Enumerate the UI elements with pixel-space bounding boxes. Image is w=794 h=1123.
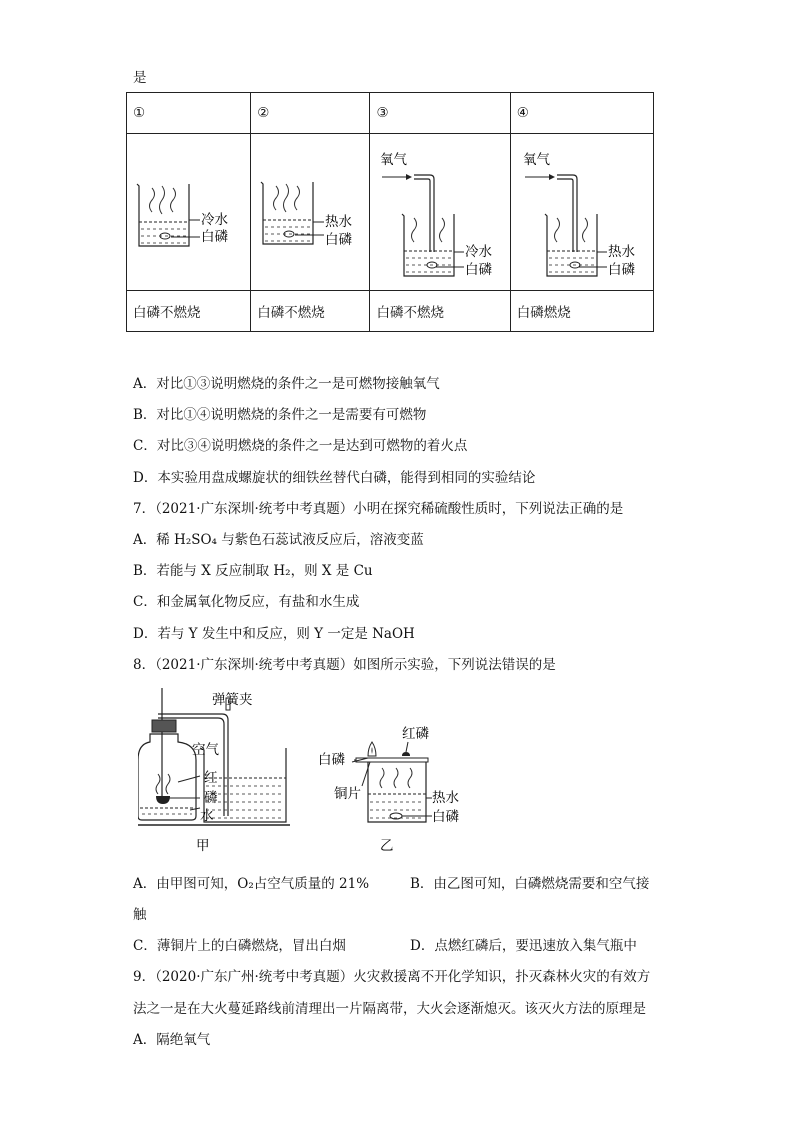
result-2: 白磷不燃烧	[251, 291, 370, 332]
table-header-2: ②	[251, 93, 370, 134]
air-label: 空气	[192, 742, 219, 758]
figure-jia-diagram	[138, 684, 298, 856]
q7-option-c: C．和金属氧化物反应，有盐和水生成	[133, 594, 360, 610]
q6-option-b: B．对比①④说明燃烧的条件之一是需要有可燃物	[133, 407, 427, 423]
figure-cell-3	[370, 134, 510, 291]
experiment-table	[126, 92, 654, 332]
q6-option-d: D．本实验用盘成螺旋状的细铁丝替代白磷，能得到相同的实验结论	[133, 470, 536, 486]
q8-option-d: D．点燃红磷后，要迅速放入集气瓶中	[410, 938, 637, 954]
q6-option-a: A．对比①③说明燃烧的条件之一是可燃物接触氧气	[133, 376, 440, 392]
q8-option-b: B．由乙图可知，白磷燃烧需要和空气接	[410, 876, 650, 892]
table-header-4: ④	[510, 93, 653, 134]
q9-option-a: A．隔绝氧气	[133, 1032, 211, 1048]
beaker-diagram-4	[511, 134, 653, 290]
white-p-label-2: 白磷	[432, 809, 459, 825]
red-p-label-1: 红	[204, 770, 218, 786]
top-fragment: 是	[133, 70, 147, 86]
substance-label-4: 白磷	[607, 262, 635, 278]
water-label-jia: 水	[200, 808, 214, 824]
q8-option-a: A．由甲图可知，O₂占空气质量的 21%	[133, 876, 370, 892]
gas-label-4: 氧气	[522, 152, 550, 168]
white-p-label: 白磷	[318, 752, 345, 768]
substance-label-2: 白磷	[325, 232, 353, 248]
figure-cell-2	[251, 134, 370, 291]
figure-cell-4	[510, 134, 653, 291]
q6-option-c: C．对比③④说明燃烧的条件之一是达到可燃物的着火点	[133, 438, 468, 454]
q8-option-c: C．薄铜片上的白磷燃烧，冒出白烟	[133, 938, 346, 954]
q7-option-b: B．若能与 X 反应制取 H₂，则 X 是 Cu	[133, 563, 373, 579]
water-label-1: 冷水	[201, 212, 228, 228]
caption-yi: 乙	[380, 838, 394, 854]
clamp-label: 弹簧夹	[212, 692, 253, 708]
table-header-1: ①	[127, 93, 251, 134]
q8-option-b-cont: 触	[133, 907, 147, 923]
table-header-3: ③	[370, 93, 510, 134]
beaker-diagram-3	[370, 134, 509, 290]
substance-label-1: 白磷	[201, 229, 228, 245]
q9-stem-2: 法之一是在大火蔓延路线前清理出一片隔离带，大火会逐渐熄灭。该灭火方法的原理是	[133, 1001, 646, 1017]
figure-yi-diagram	[318, 718, 468, 858]
caption-jia: 甲	[196, 838, 210, 854]
beaker-diagram-1	[127, 134, 250, 290]
q9-stem-1: 9．（2020·广东广州·统考中考真题）火灾救援离不开化学知识，扑灭森林火灾的有效方	[133, 969, 651, 985]
gas-label-3: 氧气	[380, 152, 408, 168]
red-p-label-2: 磷	[204, 790, 218, 806]
result-3: 白磷不燃烧	[370, 291, 510, 332]
result-1: 白磷不燃烧	[127, 291, 251, 332]
water-label-2: 热水	[325, 214, 353, 230]
beaker-diagram-2	[251, 134, 369, 290]
red-p-label: 红磷	[402, 726, 429, 742]
hot-water-label: 热水	[432, 790, 459, 806]
q8-stem: 8．（2021·广东深圳·统考中考真题）如图所示实验，下列说法错误的是	[133, 657, 556, 673]
q7-option-a: A．稀 H₂SO₄ 与紫色石蕊试液反应后，溶液变蓝	[133, 532, 424, 548]
water-label-3: 冷水	[465, 244, 493, 260]
water-label-4: 热水	[607, 244, 635, 260]
figure-cell-1	[127, 134, 251, 291]
substance-label-3: 白磷	[465, 262, 493, 278]
q7-option-d: D．若与 Y 发生中和反应，则 Y 一定是 NaOH	[133, 626, 415, 642]
result-4: 白磷燃烧	[510, 291, 653, 332]
q7-stem: 7．（2021·广东深圳·统考中考真题）小明在探究稀硫酸性质时，下列说法正确的是	[133, 501, 624, 517]
copper-label: 铜片	[334, 786, 361, 802]
